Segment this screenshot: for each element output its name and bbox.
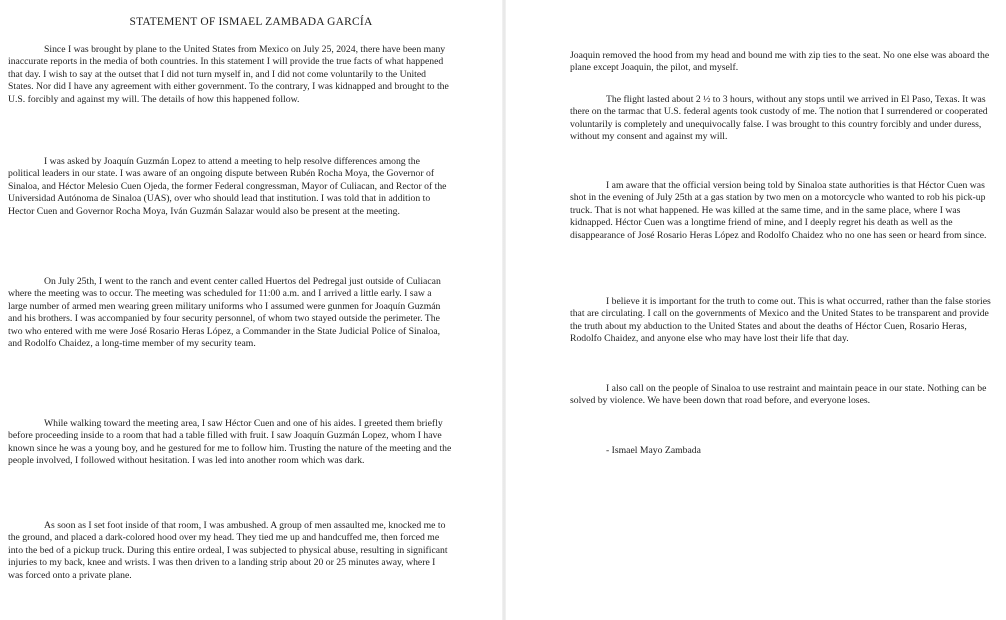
paragraph-official-version: I am aware that the official version being told by Sinaloa state authorities is that Héctor Cuen was shot in the evening of July 25th at a gas station by two men on a motorcycle who wanted to rob his pick-up truck. That is not what happened. He was killed at the same time, and in the same place, where I was kidnapped. Héctor Cuen was a longtime friend of mine, and I deeply regret his death as well as the disappearance of José Rosario Heras López and Rodolfo Chaidez who no one has seen or heard from since. — [570, 180, 987, 241]
signature: - Ismael Mayo Zambada — [606, 445, 701, 456]
document-title: STATEMENT OF ISMAEL ZAMBADA GARCÍA — [129, 16, 373, 28]
paragraph-ambush: As soon as I set foot inside of that room, I was ambushed. A group of men assaulted me, knocked me to the ground, and placed a dark-colored hood over my head. They tied me up and handcuffed me, then forced me into the bed of a pickup truck. During this entire ordeal, I was subjected to physical abuse, resulting in significant injuries to my back, knee and wrists. I was then driven to a landing strip about 20 or 25 minutes away, where I was forced onto a private plane. — [8, 520, 448, 581]
paragraph-meeting-request: I was asked by Joaquín Guzmán Lopez to attend a meeting to help resolve differences among the political leaders in our state. I was aware of an ongoing dispute between Rubén Rocha Moya, the Governor of Sinaloa, and Héctor Melesio Cuen Ojeda, the former Federal congressman, Mayor of Culiacan, and Rector of the Universidad Autónoma de Sinaloa (UAS), over who should lead that institution. I was told that in addition to Hector Cuen and Governor Rocha Moya, Iván Guzmán Salazar would also be present at the meeting. — [8, 156, 447, 217]
page-left — [0, 0, 502, 620]
paragraph-meeting-area: While walking toward the meeting area, I saw Héctor Cuen and one of his aides. I greeted them briefly before proceeding inside to a room that had a table filled with fruit. I saw Joaquín Guzmán Lopez, whom I have known since he was a young boy, and he gestured for me to follow him. Trusting the nature of the meeting and the people involved, I followed without hesitation. I was led into another room which was dark. — [8, 418, 452, 467]
paragraph-plane: Joaquin removed the hood from my head and bound me with zip ties to the seat. No one else was aboard the plane except Joaquin, the pilot, and myself. — [570, 50, 990, 74]
page-right — [506, 0, 1006, 620]
paragraph-july-25: On July 25th, I went to the ranch and event center called Huertos del Pedregal just outside of Culiacan where the meeting was to occur. The meeting was scheduled for 11:00 a.m. and I arrived a little early. I saw a large number of armed men wearing green military uniforms who I assumed were gunmen for Joaquín Guzmán and his brothers. I was accompanied by four security personnel, of whom two stayed outside the perimeter. The two who entered with me were José Rosario Heras López, a Commander in the State Judicial Police of Sinaloa, and Rodolfo Chaidez, a long-time member of my security team. — [8, 276, 441, 350]
paragraph-call-to-peace: I also call on the people of Sinaloa to use restraint and maintain peace in our state. Nothing can be solved by violence. We have been down that road before, and everyone loses. — [570, 383, 987, 407]
paragraph-truth: I believe it is important for the truth to come out. This is what occurred, rather than the false stories that are circulating. I call on the governments of Mexico and the United States to be transparent and provide the truth about my abduction to the United States and about the deaths of Héctor Cuen, Rosario Heras, Rodolfo Chaidez, and anyone else who may have lost their life that day. — [570, 296, 991, 345]
paragraph-flight: The flight lasted about 2 ½ to 3 hours, without any stops until we arrived in El Paso, Texas. It was there on the tarmac that U.S. federal agents took custody of me. The notion that I surrendered or cooperated voluntarily is completely and unequivocally false. I was brought to this country forcibly and under duress, without my consent and against my will. — [570, 94, 988, 143]
paragraph-intro: Since I was brought by plane to the United States from Mexico on July 25, 2024, there have been many inaccurate reports in the media of both countries. In this statement I will provide the true facts of what happened that day. I wish to say at the outset that I did not turn myself in, and I did not come voluntarily to the United States. Nor did I have any agreement with either government. To the contrary, I was kidnapped and brought to the U.S. forcibly and against my will. The details of how this happened follow. — [8, 44, 449, 105]
